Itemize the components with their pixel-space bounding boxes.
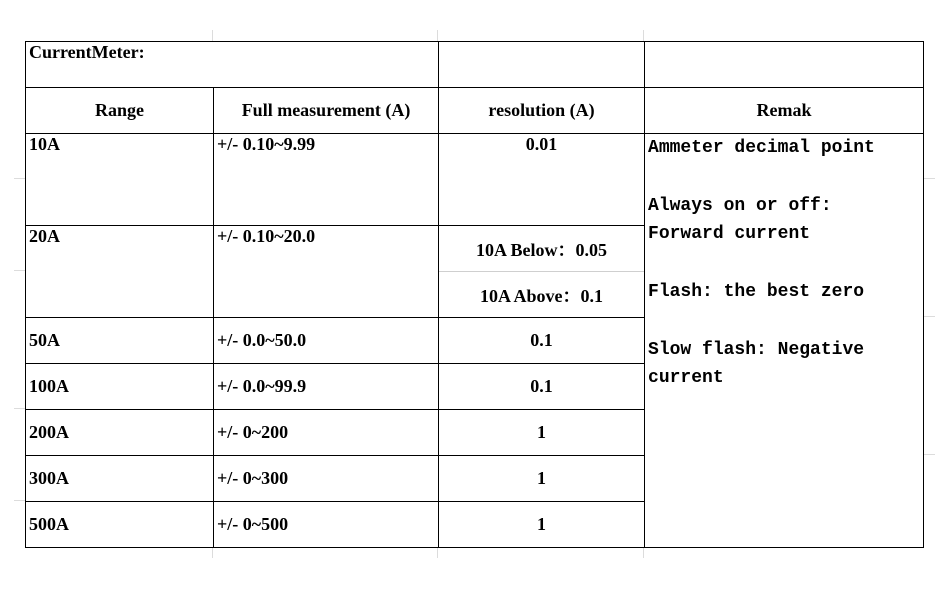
- current-meter-table: [25, 41, 924, 548]
- resolution-cell[interactable]: 1: [439, 456, 645, 502]
- resolution-cell[interactable]: 1: [439, 410, 645, 456]
- gridline-stub-left-1: [14, 178, 25, 179]
- full-measurement-cell[interactable]: +/- 0~500: [214, 502, 439, 548]
- full-measurement-cell[interactable]: +/- 0~200: [214, 410, 439, 456]
- title-row: [26, 42, 924, 88]
- resolution-cell[interactable]: 0.01: [439, 134, 645, 226]
- header-range[interactable]: Range: [26, 88, 214, 134]
- gridline-stub-bottom-3: [643, 548, 644, 558]
- gridline-stub-right-2: [924, 316, 935, 317]
- gridline-stub-top-2: [437, 30, 438, 41]
- header-full-measurement[interactable]: Full measurement (A): [214, 88, 439, 134]
- gridline-stub-bottom-1: [212, 548, 213, 558]
- full-measurement-cell[interactable]: +/- 0.0~99.9: [214, 364, 439, 410]
- range-cell[interactable]: 100A: [26, 364, 214, 410]
- resolution-above-cell[interactable]: 10A Above：0.1: [439, 272, 645, 318]
- remark-cell[interactable]: [645, 134, 924, 548]
- table-row: [26, 134, 924, 226]
- range-cell[interactable]: 10A: [26, 134, 214, 226]
- full-measurement-cell[interactable]: +/- 0.0~50.0: [214, 318, 439, 364]
- remark-line: Flash: the best zero: [648, 281, 865, 302]
- header-row: [26, 88, 924, 134]
- gridline-stub-top-1: [212, 30, 213, 41]
- table-title[interactable]: CurrentMeter:: [26, 42, 439, 88]
- gridline-stub-right-3: [924, 454, 935, 455]
- header-remark[interactable]: Remak: [645, 88, 924, 134]
- gridline-stub-bottom-2: [437, 548, 438, 558]
- header-resolution[interactable]: resolution (A): [439, 88, 645, 134]
- full-measurement-cell[interactable]: +/- 0.10~9.99: [214, 134, 439, 226]
- resolution-cell[interactable]: 1: [439, 502, 645, 548]
- remark-line: Always on or off:: [648, 195, 832, 216]
- range-cell[interactable]: 500A: [26, 502, 214, 548]
- resolution-below-cell[interactable]: 10A Below：0.05: [439, 226, 645, 272]
- full-measurement-cell[interactable]: +/- 0~300: [214, 456, 439, 502]
- remark-line: Forward current: [648, 224, 811, 245]
- gridline-stub-left-4: [14, 500, 25, 501]
- range-cell[interactable]: 200A: [26, 410, 214, 456]
- gridline-stub-left-2: [14, 270, 25, 271]
- full-measurement-cell[interactable]: +/- 0.10~20.0: [214, 226, 439, 318]
- empty-cell[interactable]: [645, 42, 924, 88]
- remark-line: current: [648, 368, 724, 389]
- range-cell[interactable]: 50A: [26, 318, 214, 364]
- range-cell[interactable]: 300A: [26, 456, 214, 502]
- range-cell[interactable]: 20A: [26, 226, 214, 318]
- empty-cell[interactable]: [439, 42, 645, 88]
- gridline-stub-left-3: [14, 408, 25, 409]
- resolution-cell[interactable]: 0.1: [439, 318, 645, 364]
- remark-line: Slow flash: Negative: [648, 339, 865, 360]
- gridline-stub-right-1: [924, 178, 935, 179]
- remark-line: Ammeter decimal point: [648, 138, 875, 158]
- gridline-stub-top-3: [643, 30, 644, 41]
- resolution-cell[interactable]: 0.1: [439, 364, 645, 410]
